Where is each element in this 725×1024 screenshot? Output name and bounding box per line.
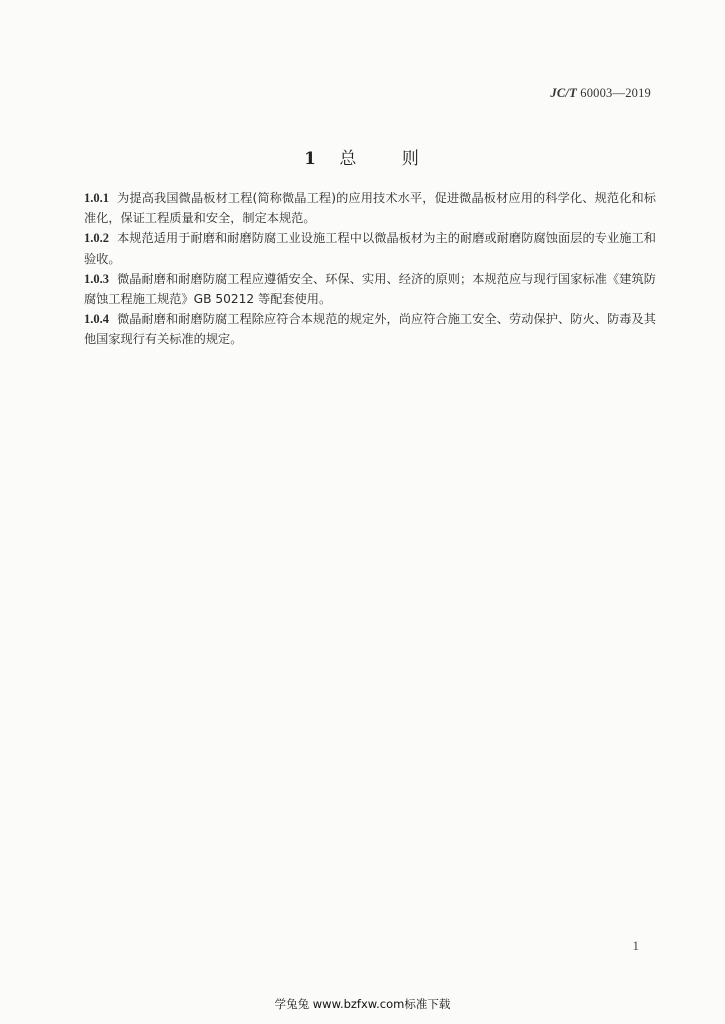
clause-list: [84, 188, 656, 350]
clause-1-0-1: [84, 188, 656, 228]
clause-text: 本规范适用于耐磨和耐磨防腐工业设施工程中以微晶板材为主的耐磨或耐磨防腐蚀面层的专业施工和验收。: [84, 231, 656, 266]
chapter-title-char-2: 则: [401, 149, 421, 169]
clause-1-0-2: [84, 228, 656, 268]
chapter-title: [0, 144, 725, 169]
clause-number: 1.0.1: [84, 191, 109, 205]
chapter-title-char-1: 总: [339, 149, 359, 169]
clause-number: 1.0.3: [84, 271, 109, 286]
clause-1-0-4: [84, 309, 656, 349]
footer-watermark: 学兔兔 www.bzfxw.com标准下载: [274, 997, 451, 1011]
standard-code-prefix: JC/T: [550, 86, 577, 100]
clause-text: 微晶耐磨和耐磨防腐工程除应符合本规范的规定外，尚应符合施工安全、劳动保护、防火、防毒及其他国家现行有关标准的规定。: [84, 312, 656, 347]
chapter-number: 1: [304, 149, 319, 169]
page-number: 1: [632, 938, 639, 953]
clause-text: 为提高我国微晶板材工程(简称微晶工程)的应用技术水平，促进微晶板材应用的科学化、规范化和标准化，保证工程质量和安全，制定本规范。: [84, 191, 656, 226]
clause-1-0-3: [84, 269, 656, 309]
clause-number: 1.0.4: [84, 312, 109, 327]
clause-number: 1.0.2: [84, 231, 109, 246]
clause-text: 微晶耐磨和耐磨防腐工程应遵循安全、环保、实用、经济的原则；本规范应与现行国家标准《建筑防腐蚀工程施工规范》GB 50212 等配套使用。: [84, 271, 656, 307]
standard-code: [550, 86, 651, 101]
standard-code-number: 60003—2019: [580, 86, 651, 100]
